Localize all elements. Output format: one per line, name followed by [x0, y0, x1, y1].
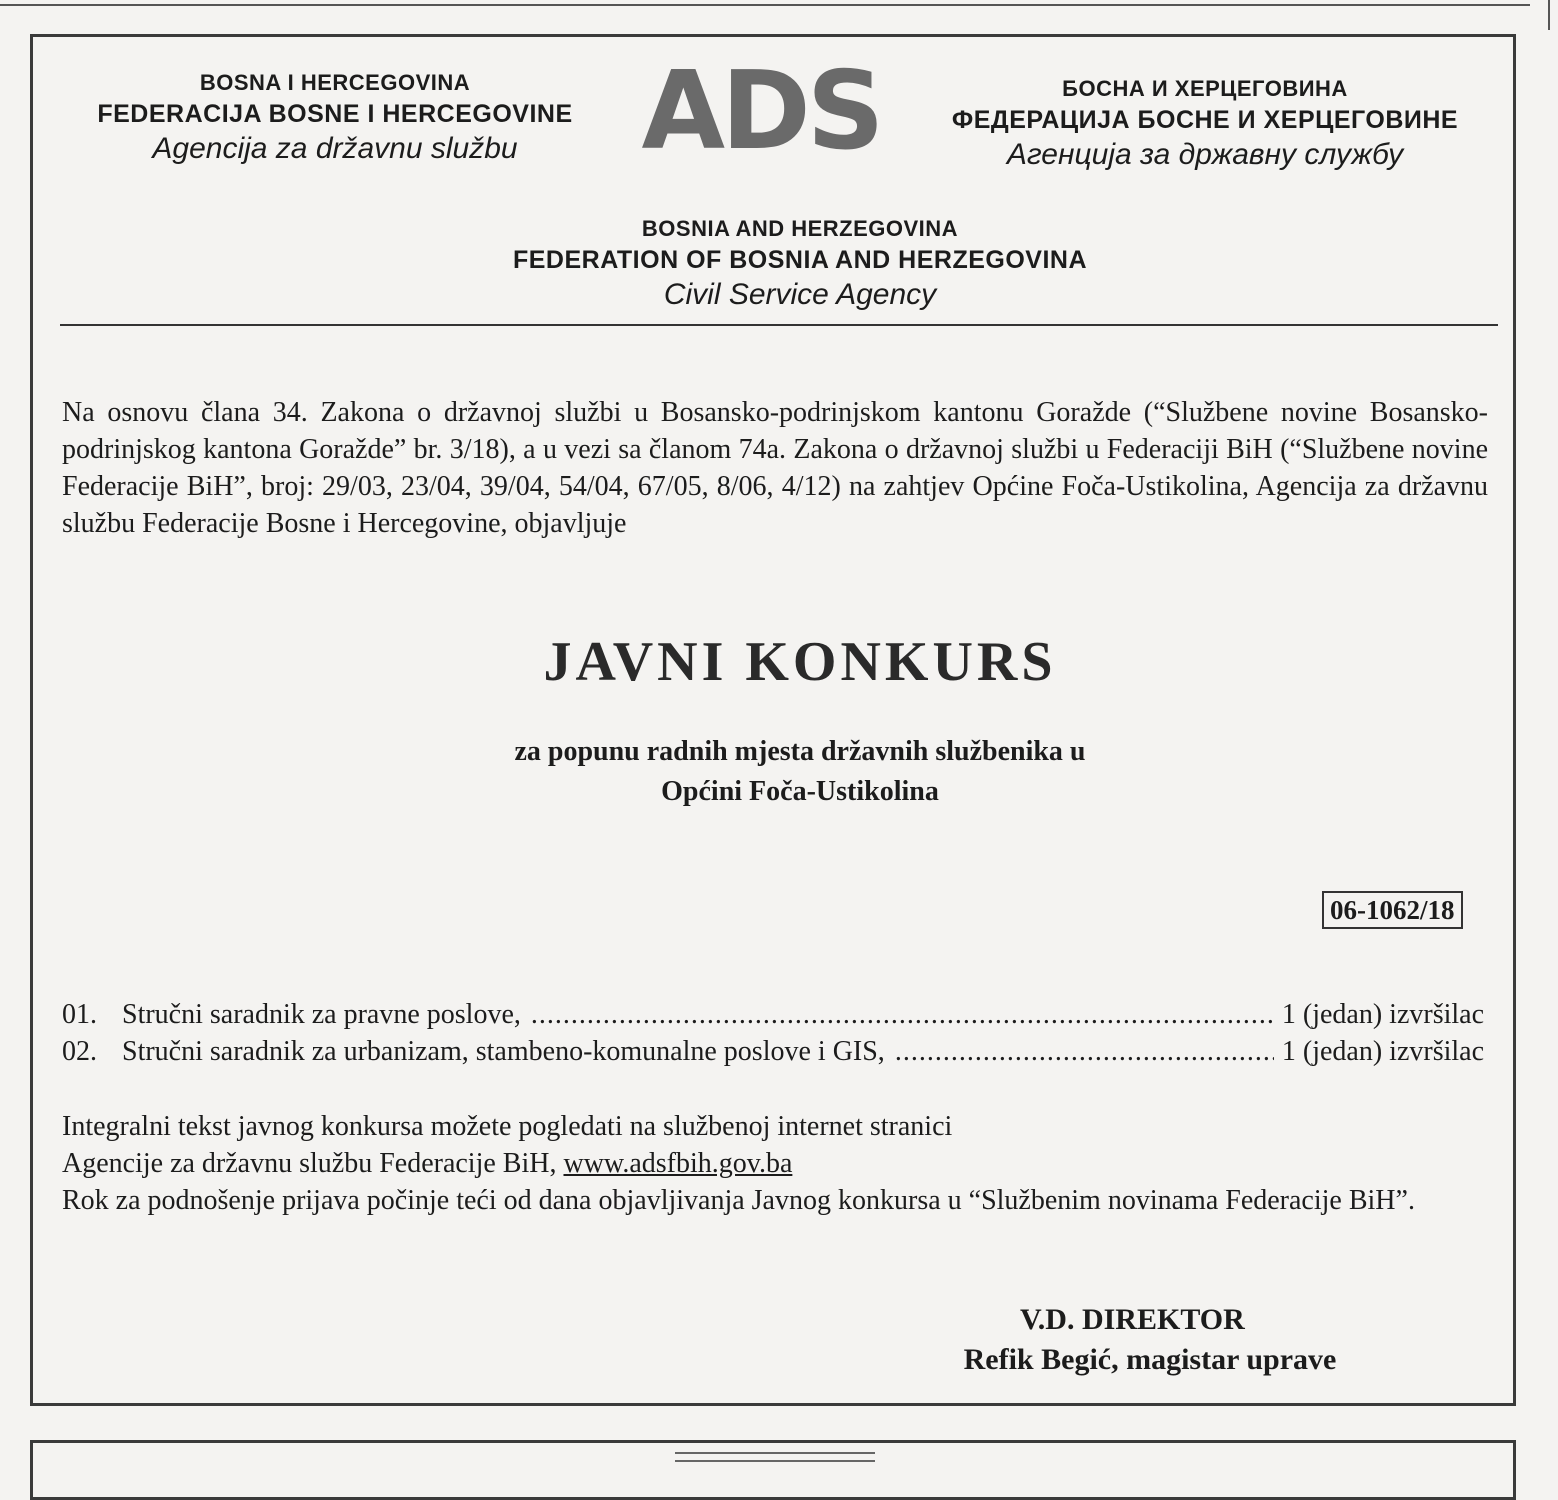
position-count: 1 (jedan) izvršilac: [1281, 1036, 1484, 1067]
position-number: 02.: [62, 1036, 97, 1067]
subtitle-line-2: Općini Foča-Ustikolina: [661, 776, 939, 807]
header-center-agency: Civil Service Agency: [663, 278, 937, 311]
header-left-country: BOSNA I HERCEGOVINA: [199, 70, 471, 95]
deadline-text: Rok za podnošenje prijava počinje teći od dana objavljivanja Javnog konkursa u “Službenim novinama Federacije BiH”.: [62, 1185, 1415, 1216]
header-center: [440, 214, 1160, 314]
signature-name: Refik Begić, magistar uprave: [963, 1343, 1337, 1376]
header-right-country: БОСНА И ХЕРЦЕГОВИНА: [1062, 76, 1348, 101]
next-notice-frame: [30, 1440, 1516, 1500]
notice-subtitle: [300, 732, 1300, 812]
header-center-federation: FEDERATION OF BOSNIA AND HERZEGOVINA: [512, 246, 1088, 274]
page-edge-line-right: [1548, 0, 1550, 30]
info-line-2: [62, 1145, 1482, 1182]
info-line-2-prefix: Agencije za državnu službu Federacije BiH,: [62, 1148, 557, 1179]
position-count: 1 (jedan) izvršilac: [1281, 999, 1484, 1030]
signature-block: [900, 1300, 1400, 1380]
header-right-federation: ФЕДЕРАЦИЈА БОСНЕ И ХЕРЦЕГОВИНЕ: [951, 106, 1459, 134]
header-left-federation: FEDERACIJA BOSNE I HERCEGOVINE: [97, 100, 573, 128]
position-title: Stručni saradnik za pravne poslove,: [122, 999, 521, 1030]
position-title: Stručni saradnik za urbanizam, stambeno-komunalne poslove i GIS,: [122, 1036, 885, 1067]
info-block: [62, 1108, 1482, 1219]
dot-leader: [895, 1033, 1274, 1070]
intro-paragraph: Na osnovu člana 34. Zakona o državnoj službi u Bosansko-podrinjskom kantonu Goražde (“Službene novine Bosansko-podrinjskog kantona Goražde” br. 3/18), a u vezi sa članom 74a. Zakona o državnoj službi u Federaciji BiH (“Službene novine Federacije BiH”, broj: 29/03, 23/04, 39/04, 54/04, 67/05, 8/06, 4/12) na zahtjev Općine Foča-Ustikolina, Agencija za državnu službu Federacije Bosne i Hercegovine, objavljuje: [62, 397, 1488, 539]
next-notice-logo-fragment: [675, 1452, 875, 1462]
header-right: [915, 74, 1495, 174]
info-line-1: Integralni tekst javnog konkursa možete pogledati na službenoj internet stranici: [62, 1111, 953, 1142]
ads-logo: ADS: [641, 49, 881, 174]
dot-leader: [531, 996, 1274, 1033]
header-left: [55, 68, 615, 168]
header-divider: [60, 324, 1498, 326]
position-number: 01.: [62, 999, 97, 1030]
positions-list: [62, 996, 1484, 1070]
subtitle-line-1: za popunu radnih mjesta državnih službenika u: [514, 736, 1086, 767]
reference-number: 06-1062/18: [1322, 891, 1463, 929]
agency-website-link[interactable]: www.adsfbih.gov.ba: [563, 1148, 793, 1179]
position-item: [62, 996, 1484, 1033]
page-edge-line: [0, 4, 1530, 6]
position-item: [62, 1033, 1484, 1070]
header-right-agency: Агенција за државну службу: [1006, 138, 1404, 171]
header-center-country: BOSNIA AND HERZEGOVINA: [641, 216, 959, 241]
header-left-agency: Agencija za državnu službu: [152, 132, 518, 165]
notice-title: JAVNI KONKURS: [543, 631, 1057, 693]
signature-title: V.D. DIREKTOR: [1020, 1303, 1245, 1336]
